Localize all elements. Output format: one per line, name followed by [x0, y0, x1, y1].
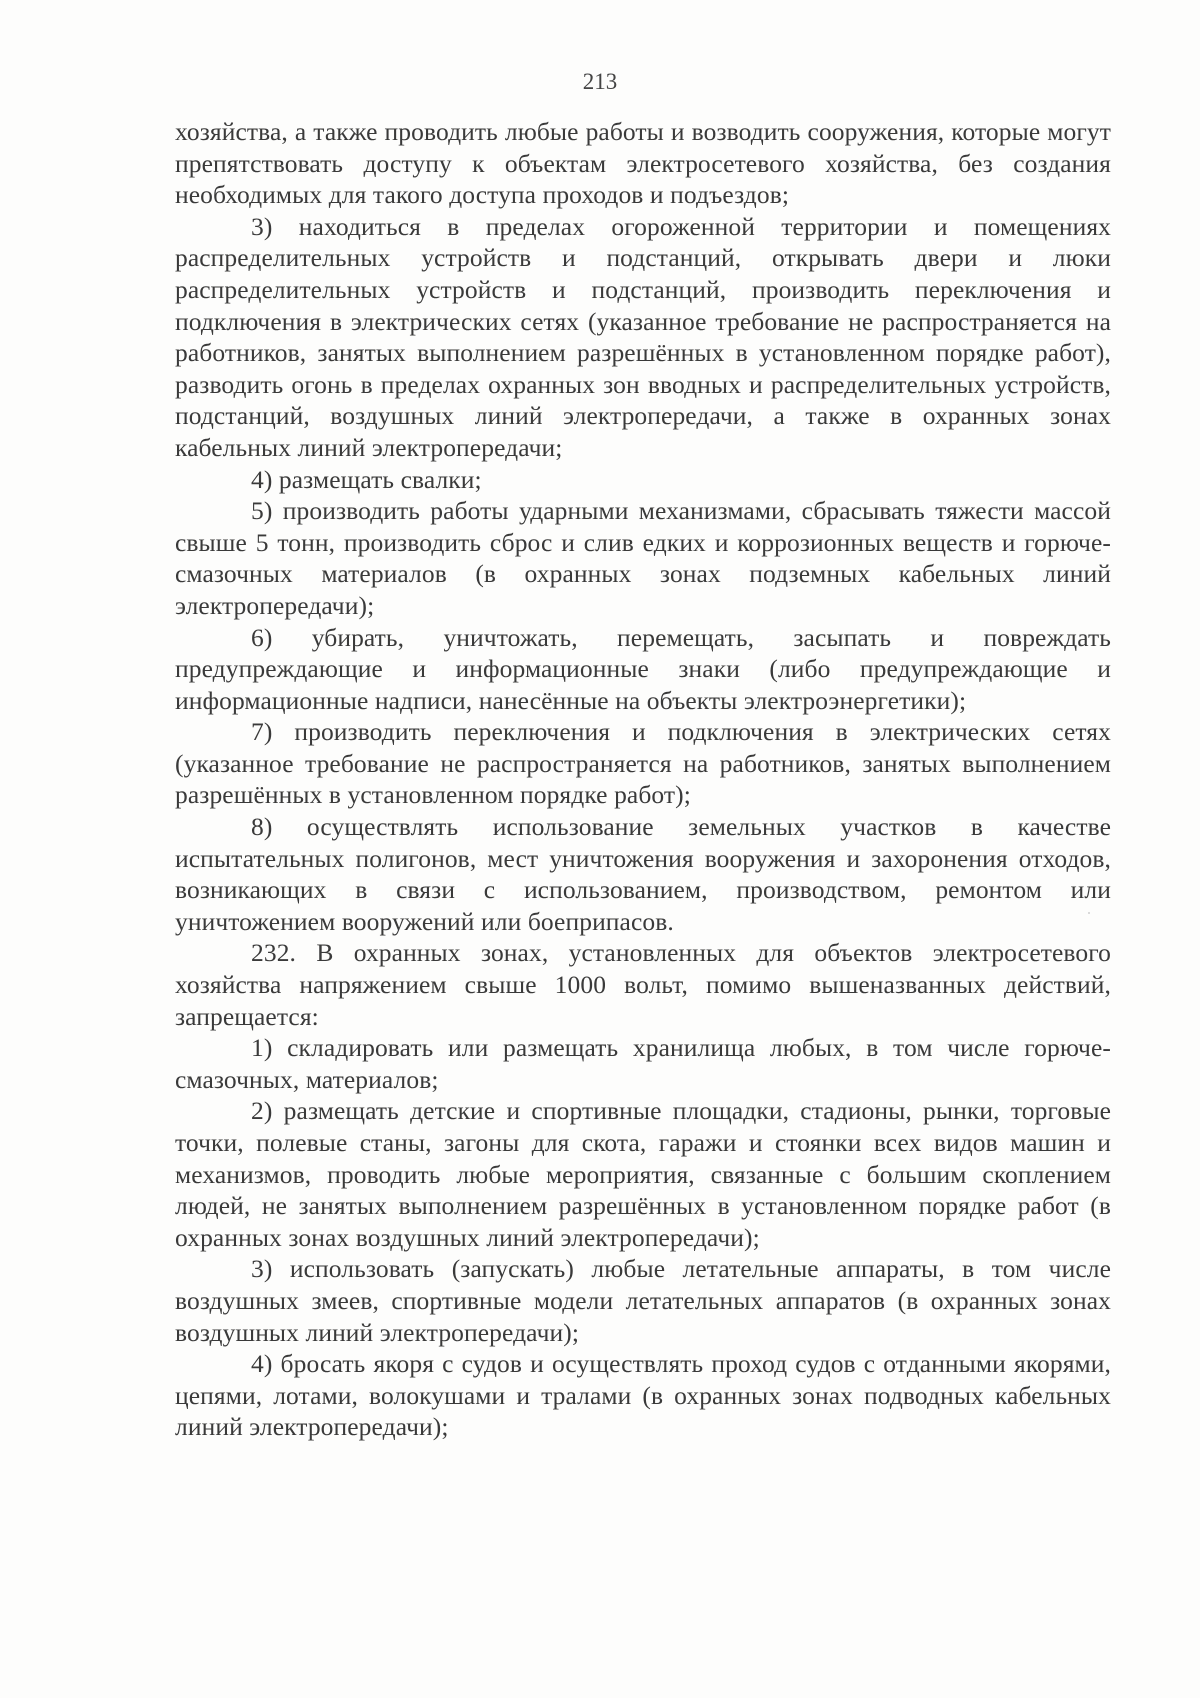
scan-speck [1088, 912, 1090, 914]
document-body [175, 116, 1111, 1443]
section-232-item-4: 4) бросать якоря с судов и осуществлять проход судов с отданными якорями, цепями, лотами, волокушами и тралами (в охранных зонах подводных кабельных линий электропередачи); [175, 1349, 1111, 1442]
list-item-6: 6) убирать, уничтожать, перемещать, засыпать и повреждать предупреждающие и информационные знаки (либо предупреждающие и информационные надписи, нанесённые на объекты электроэнергетики); [175, 622, 1111, 715]
list-item-5: 5) производить работы ударными механизмами, сбрасывать тяжести массой свыше 5 тонн, производить сброс и слив едких и коррозионных веществ и горюче-смазочных материалов (в охранных зонах подземных кабельных линий электропередачи); [175, 496, 1111, 620]
section-232-paragraph: 232. В охранных зонах, установленных для объектов электросетевого хозяйства напряжением свыше 1000 вольт, помимо вышеназванных действий, запрещается: [175, 938, 1111, 1031]
list-item-8: 8) осуществлять использование земельных участков в качестве испытательных полигонов, мест уничтожения вооружения и захоронения отходов, возникающих в связи с использованием, производством, ремонтом или уничтожением вооружений или боеприпасов. [175, 812, 1111, 936]
paragraph-continuation: хозяйства, а также проводить любые работы и возводить сооружения, которые могут препятствовать доступу к объектам электросетевого хозяйства, без создания необходимых для такого доступа проходов и подъездов; [175, 117, 1111, 210]
section-232-item-3: 3) использовать (запускать) любые летательные аппараты, в том числе воздушных змеев, спортивные модели летательных аппаратов (в охранных зонах воздушных линий электропередачи); [175, 1254, 1111, 1347]
list-item-4: 4) размещать свалки; [251, 464, 482, 494]
section-232-item-1: 1) складировать или размещать хранилища любых, в том числе горюче-смазочных, материалов; [175, 1033, 1111, 1094]
page-number: 213 [582, 69, 618, 94]
section-232-item-2: 2) размещать детские и спортивные площадки, стадионы, рынки, торговые точки, полевые станы, загоны для скота, гаражи и стоянки всех видов машин и механизмов, проводить любые мероприятия, связанные с большим скоплением людей, не занятых выполнением разрешённых в установленном порядке работ (в охранных зонах воздушных линий электропередачи); [175, 1096, 1111, 1252]
list-item-3: 3) находиться в пределах огороженной территории и помещениях распределительных устройств и подстанций, открывать двери и люки распределительных устройств и подстанций, производить переключения и подключения в электрических сетях (указанное требование не распространяется на работников, занятых выполнением разрешённых в установленном порядке работ), разводить огонь в пределах охранных зон вводных и распределительных устройств, подстанций, воздушных линий электропередачи, а также в охранных зонах кабельных линий электропередачи; [175, 211, 1111, 462]
list-item-7: 7) производить переключения и подключения в электрических сетях (указанное требование не распространяется на работников, занятых выполнением разрешённых в установленном порядке работ); [175, 717, 1111, 810]
